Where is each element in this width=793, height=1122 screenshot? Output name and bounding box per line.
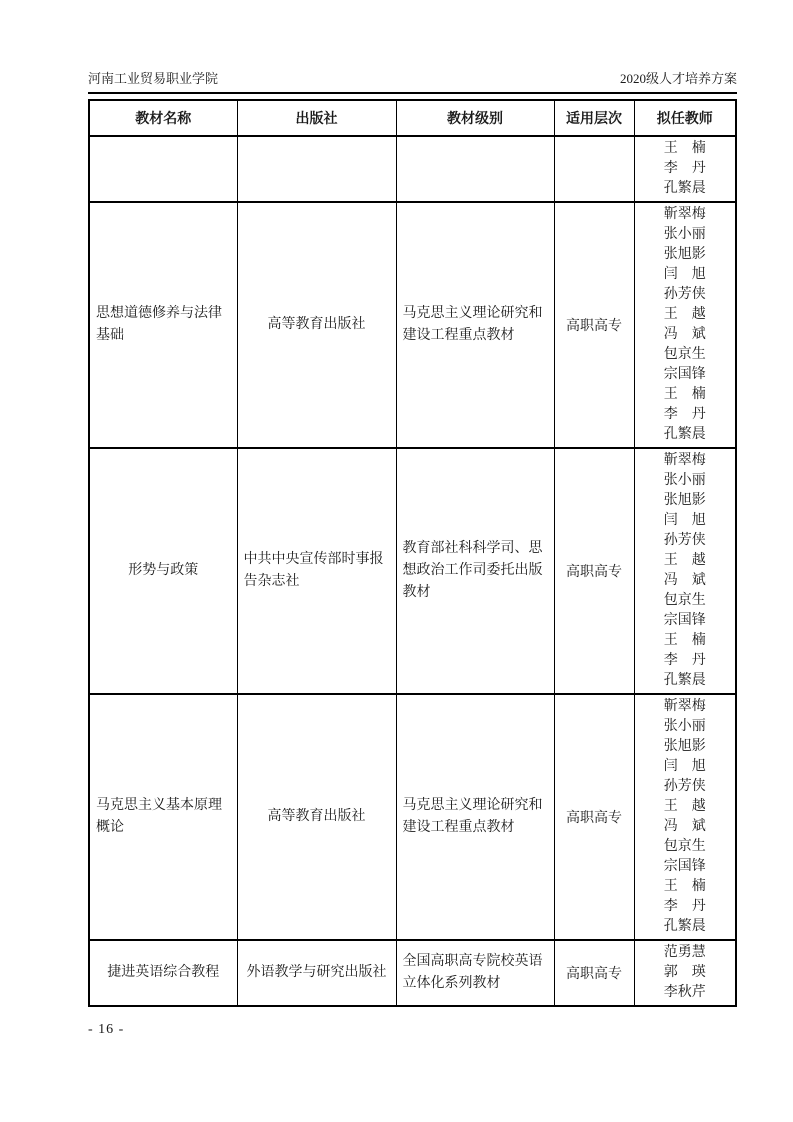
cell-publisher [237, 940, 396, 1006]
teacher-name: 宗国锋 [663, 859, 706, 874]
cell-name [89, 940, 237, 1006]
table-body [89, 136, 736, 1006]
column-header: 教材级别 [396, 100, 554, 136]
teacher-name: 闫 旭 [663, 759, 706, 774]
cell-layer: 高职高专 [554, 940, 634, 1006]
header-right-text: 2020级人才培养方案 [619, 71, 737, 86]
level-text: 马克思主义理论研究和建设工程重点教材 [402, 798, 543, 835]
cell-publisher [237, 694, 396, 940]
level-text: 全国高职高专院校英语立体化系列教材 [402, 954, 543, 991]
cell-teachers [634, 202, 736, 448]
level-text: 马克思主义理论研究和建设工程重点教材 [402, 306, 543, 343]
teacher-name: 郭 瑛 [663, 965, 706, 980]
teacher-name: 李 丹 [663, 407, 706, 422]
page-number: - 16 - [88, 1022, 125, 1037]
cell-level [396, 940, 554, 1006]
teacher-name: 张旭影 [663, 247, 706, 262]
teacher-name: 孙芳侠 [663, 287, 706, 302]
teacher-name: 李 丹 [663, 899, 706, 914]
table-row [89, 448, 736, 694]
teacher-name: 张旭影 [663, 739, 706, 754]
teacher-name: 闫 旭 [663, 513, 706, 528]
name-text: 捷进英语综合教程 [107, 965, 220, 980]
teacher-name: 李 丹 [663, 653, 706, 668]
teacher-name: 范勇慧 [663, 945, 706, 960]
teacher-name: 包京生 [663, 347, 706, 362]
table-row [89, 940, 736, 1006]
publisher-text: 高等教育出版社 [267, 809, 366, 824]
teacher-name: 冯 斌 [663, 819, 706, 834]
cell-level [396, 448, 554, 694]
table-row [89, 202, 736, 448]
teacher-name: 孔繁晨 [663, 181, 706, 196]
cell-layer: 高职高专 [554, 694, 634, 940]
column-header: 教材名称 [89, 100, 237, 136]
teacher-name: 王 楠 [663, 879, 706, 894]
teacher-name: 宗国锋 [663, 367, 706, 382]
name-text: 马克思主义基本原理概论 [96, 798, 222, 835]
teacher-name: 靳翠梅 [663, 207, 706, 222]
teacher-name: 孔繁晨 [663, 427, 706, 442]
page-footer [88, 1022, 124, 1038]
teacher-name: 孙芳侠 [663, 533, 706, 548]
cell-name [89, 448, 237, 694]
teacher-name: 李秋芹 [663, 985, 706, 1000]
cell-level [396, 202, 554, 448]
cell-layer [554, 136, 634, 202]
cell-teachers [634, 940, 736, 1006]
level-text: 教育部社科科学司、思想政治工作司委托出版教材 [402, 541, 543, 600]
teacher-name: 孙芳侠 [663, 779, 706, 794]
cell-layer: 高职高专 [554, 448, 634, 694]
publisher-text: 高等教育出版社 [267, 317, 366, 332]
teacher-name: 王 越 [663, 553, 706, 568]
teacher-name: 闫 旭 [663, 267, 706, 282]
cell-name [89, 694, 237, 940]
table-header-row [89, 100, 736, 136]
teacher-name: 王 越 [663, 307, 706, 322]
cell-publisher [237, 448, 396, 694]
teacher-name: 王 楠 [663, 141, 706, 156]
teacher-name: 张小丽 [663, 719, 706, 734]
column-header: 出版社 [237, 100, 396, 136]
cell-teachers [634, 448, 736, 694]
publisher-text: 中共中央宣传部时事报告杂志社 [243, 552, 384, 589]
teacher-name: 包京生 [663, 839, 706, 854]
column-header: 拟任教师 [634, 100, 736, 136]
teacher-name: 宗国锋 [663, 613, 706, 628]
teacher-name: 王 楠 [663, 387, 706, 402]
cell-level [396, 694, 554, 940]
teacher-name: 张小丽 [663, 473, 706, 488]
cell-publisher [237, 136, 396, 202]
teacher-name: 李 丹 [663, 161, 706, 176]
textbook-table [88, 99, 737, 1007]
name-text: 思想道德修养与法律基础 [96, 306, 222, 343]
header-left-text: 河南工业贸易职业学院 [88, 71, 219, 86]
teacher-name: 冯 斌 [663, 327, 706, 342]
teacher-name: 张小丽 [663, 227, 706, 242]
teacher-name: 王 楠 [663, 633, 706, 648]
table-row [89, 694, 736, 940]
table-row [89, 136, 736, 202]
cell-teachers [634, 136, 736, 202]
teacher-name: 冯 斌 [663, 573, 706, 588]
teacher-name: 靳翠梅 [663, 453, 706, 468]
teacher-name: 王 越 [663, 799, 706, 814]
name-text: 形势与政策 [128, 563, 199, 578]
page-header [88, 68, 737, 94]
cell-name [89, 136, 237, 202]
cell-layer: 高职高专 [554, 202, 634, 448]
cell-teachers [634, 694, 736, 940]
textbook-table-wrap [88, 99, 737, 1007]
cell-level [396, 136, 554, 202]
teacher-name: 张旭影 [663, 493, 706, 508]
publisher-text: 外语教学与研究出版社 [246, 965, 387, 980]
cell-name [89, 202, 237, 448]
teacher-name: 包京生 [663, 593, 706, 608]
teacher-name: 孔繁晨 [663, 673, 706, 688]
teacher-name: 孔繁晨 [663, 919, 706, 934]
column-header: 适用层次 [554, 100, 634, 136]
teacher-name: 靳翠梅 [663, 699, 706, 714]
cell-publisher [237, 202, 396, 448]
